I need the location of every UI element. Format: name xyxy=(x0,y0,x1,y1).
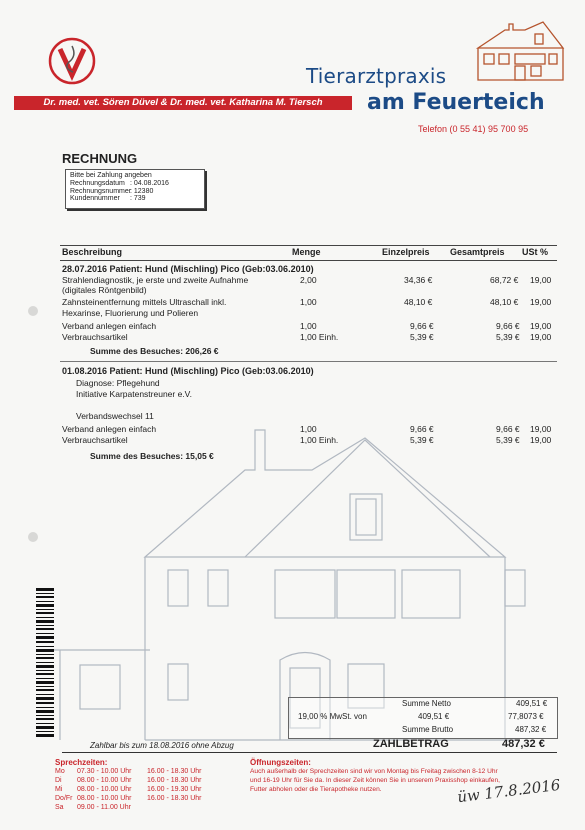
item-unit: 34,36 € xyxy=(404,275,433,285)
info-note: Bitte bei Zahlung angeben xyxy=(70,172,152,179)
visit-sum: Summe des Besuches: 15,05 € xyxy=(90,451,214,461)
hours-pm: 16.00 - 18.30 Uhr xyxy=(147,777,202,784)
item-vat: 19,00 xyxy=(530,321,552,331)
amount-due-value: 487,32 € xyxy=(502,738,545,750)
handwritten-annotation: üw 17.8.2016 xyxy=(456,775,562,807)
info-row-date xyxy=(70,180,200,188)
hours-title: Sprechzeiten: xyxy=(55,758,108,767)
hours-am: 08.00 - 10.00 Uhr xyxy=(77,777,132,784)
item-qty: 1,00 Einh. xyxy=(300,332,339,342)
item-desc: Zahnsteinentfernung mittels Ultraschall inkl. xyxy=(62,297,227,307)
item-total: 5,39 € xyxy=(496,332,520,342)
vat-label: 19,00 % MwSt. von xyxy=(298,712,367,721)
visit-note: Verbandswechsel 11 xyxy=(76,411,154,421)
col-unit-header: Einzelpreis xyxy=(382,247,430,257)
item-qty: 1,00 xyxy=(300,297,317,307)
info-label: Rechnungsnummer xyxy=(70,187,132,195)
info-label: Kundennummer xyxy=(70,195,120,202)
item-vat: 19,00 xyxy=(530,435,552,445)
item-desc: Strahlendiagnostik, je erste und zweite Aufnahme xyxy=(62,275,249,285)
open-title: Öffnungszeiten: xyxy=(250,758,311,767)
punch-hole xyxy=(28,532,38,542)
open-text: Futter abholen oder die Tierapotheke nutzen. xyxy=(250,786,382,793)
brutto-label: Summe Brutto xyxy=(402,725,454,734)
hours-row xyxy=(55,785,201,794)
table-header xyxy=(60,245,557,261)
col-desc-header: Beschreibung xyxy=(62,247,123,257)
visit-separator xyxy=(60,361,557,362)
info-value: : 04.08.2016 xyxy=(130,180,169,187)
col-vat-header: USt % xyxy=(522,247,549,257)
info-row-customer xyxy=(70,195,200,203)
item-desc: Verbrauchsartikel xyxy=(62,435,128,445)
visit-heading: 01.08.2016 Patient: Hund (Mischling) Pico (Geb:03.06.2010) xyxy=(62,366,314,376)
netto-label: Summe Netto xyxy=(402,699,451,708)
item-unit: 48,10 € xyxy=(404,297,433,307)
item-desc-cont: (digitales Röntgenbild) xyxy=(62,285,147,295)
open-text: Auch außerhalb der Sprechzeiten sind wir von Montag bis Freitag zwischen 8-12 Uhr xyxy=(250,768,498,775)
hours-pm: 16.00 - 18.30 Uhr xyxy=(147,768,202,775)
hours-day: Do/Fr xyxy=(55,795,73,802)
invoice-info-box xyxy=(65,169,205,209)
col-total-header: Gesamtpreis xyxy=(450,247,505,257)
item-qty: 1,00 xyxy=(300,424,317,434)
hours-day: Sa xyxy=(55,804,64,811)
item-unit: 5,39 € xyxy=(410,435,434,445)
hours-pm: 16.00 - 18.30 Uhr xyxy=(147,795,202,802)
item-unit: 5,39 € xyxy=(410,332,434,342)
item-desc: Verband anlegen einfach xyxy=(62,424,157,434)
hours-am: 09.00 - 11.00 Uhr xyxy=(77,804,131,811)
item-vat: 19,00 xyxy=(530,424,552,434)
info-value: : 12380 xyxy=(130,187,154,195)
visit-heading: 28.07.2016 Patient: Hund (Mischling) Pico (Geb:03.06.2010) xyxy=(62,264,314,274)
brutto-value: 487,32 € xyxy=(515,725,547,734)
item-total: 48,10 € xyxy=(490,297,519,307)
hours-day: Mi xyxy=(55,786,63,793)
info-row-number xyxy=(70,188,200,196)
vat-amount: 77,8073 € xyxy=(508,712,544,721)
open-text: und 16-19 Uhr für Sie da. In dieser Zeit können Sie in unserem Praxisshop einkaufen, xyxy=(250,777,500,784)
doctors-banner: Dr. med. vet. Sören Düvel & Dr. med. vet. Katharina M. Tiersch xyxy=(14,96,352,110)
amount-due-label: ZAHLBETRAG xyxy=(373,738,449,750)
hours-row xyxy=(55,803,201,812)
item-qty: 1,00 Einh. xyxy=(300,435,339,445)
hours-row xyxy=(55,767,201,776)
diagnosis: Diagnose: Pflegehund xyxy=(76,378,160,388)
item-total: 9,66 € xyxy=(496,321,520,331)
item-vat: 19,00 xyxy=(530,275,552,285)
col-qty-header: Menge xyxy=(292,247,321,257)
netto-value: 409,51 € xyxy=(516,699,548,708)
item-qty: 2,00 xyxy=(300,275,317,285)
practice-house-logo-icon xyxy=(475,20,565,82)
hours-day: Mo xyxy=(55,768,65,775)
hours-row xyxy=(55,794,201,803)
hours-am: 08.00 - 10.00 Uhr xyxy=(77,786,132,793)
hours-row xyxy=(55,776,201,785)
item-total: 68,72 € xyxy=(490,275,519,285)
practice-phone: Telefon (0 55 41) 95 700 95 xyxy=(418,124,529,134)
visit-sum: Summe des Besuches: 206,26 € xyxy=(90,346,219,356)
hours-am: 08.00 - 10.00 Uhr xyxy=(77,795,132,802)
vet-logo-icon xyxy=(47,36,97,86)
info-label: Rechnungsdatum xyxy=(70,180,125,187)
item-qty: 1,00 xyxy=(300,321,317,331)
vat-base: 409,51 € xyxy=(418,712,450,721)
item-desc: Verband anlegen einfach xyxy=(62,321,157,331)
item-vat: 19,00 xyxy=(530,297,552,307)
item-unit: 9,66 € xyxy=(410,321,434,331)
opening-hours xyxy=(55,758,201,812)
info-value: : 739 xyxy=(130,195,146,202)
practice-title-line1: Tierarztpraxis xyxy=(306,64,447,88)
item-desc: Verbrauchsartikel xyxy=(62,332,128,342)
barcode-icon xyxy=(36,588,54,738)
item-unit: 9,66 € xyxy=(410,424,434,434)
payable-note: Zahlbar bis zum 18.08.2016 ohne Abzug xyxy=(90,741,234,750)
practice-title-line2: am Feuerteich xyxy=(367,90,545,115)
item-total: 9,66 € xyxy=(496,424,520,434)
punch-hole xyxy=(28,306,38,316)
footer-divider xyxy=(62,752,557,753)
hours-am: 07.30 - 10.00 Uhr xyxy=(77,768,132,775)
organization: Initiative Karpatenstreuner e.V. xyxy=(76,389,192,399)
item-desc-cont: Hexarinse, Fluorierung und Polieren xyxy=(62,308,199,318)
hours-day: Di xyxy=(55,777,62,784)
invoice-title: RECHNUNG xyxy=(62,151,138,166)
item-total: 5,39 € xyxy=(496,435,520,445)
item-vat: 19,00 xyxy=(530,332,552,342)
hours-pm: 16.00 - 19.30 Uhr xyxy=(147,786,202,793)
